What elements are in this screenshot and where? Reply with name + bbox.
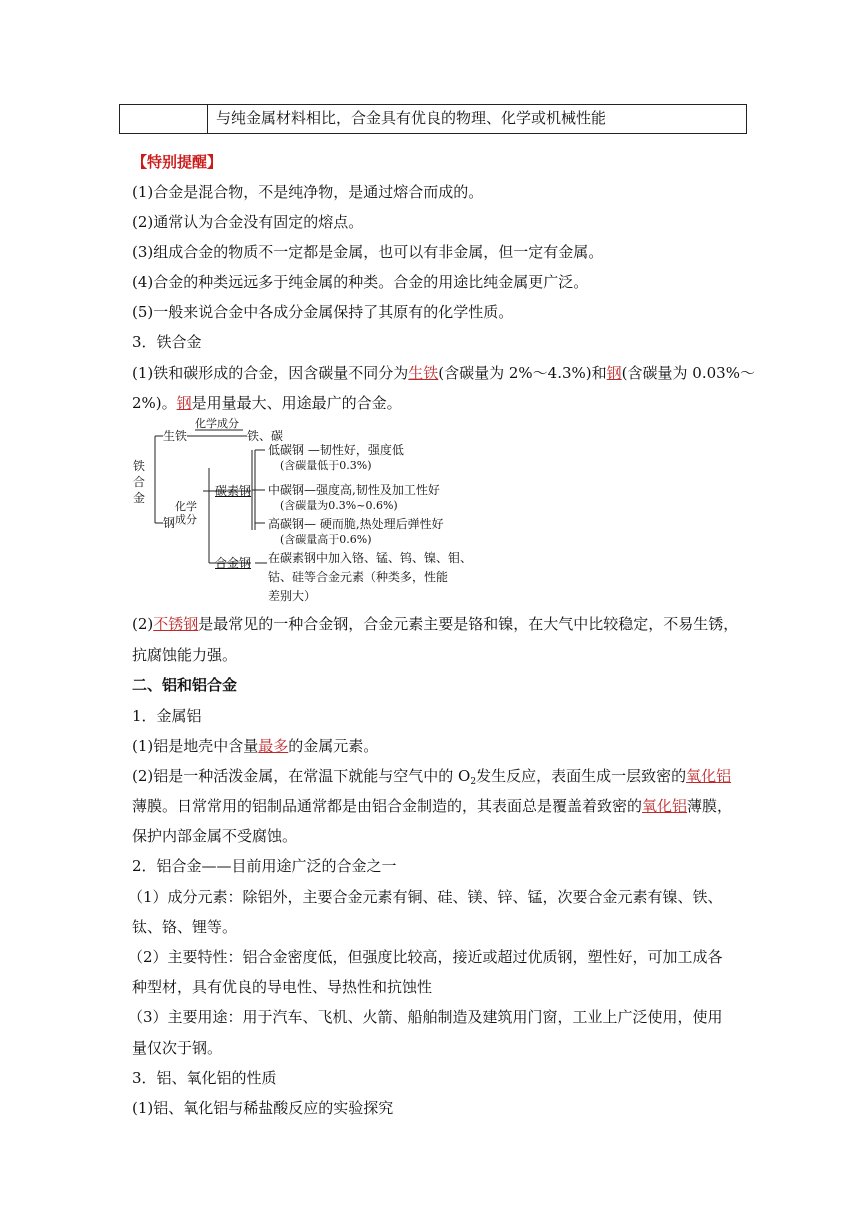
answer-stainless-steel: 不锈钢 — [153, 615, 199, 633]
special-reminder-title: 【特别提醒】 — [132, 153, 223, 171]
aluminum-paragraph-2-line3: 保护内部金属不受腐蚀。 — [132, 827, 298, 845]
answer-most: 最多 — [258, 737, 289, 755]
tree-high-carbon-2: (含碳量高于0.6%) — [280, 533, 372, 546]
tree-carbon-steel: 碳素钢 — [215, 484, 252, 498]
iron-paragraph-2-line2: 抗腐蚀能力强。 — [132, 646, 238, 664]
subsection-aluminum-alloy: 2．铝合金——目前用途广泛的合金之一 — [132, 857, 397, 875]
iron-alloy-classification-diagram — [125, 417, 473, 613]
section-title-aluminum: 二、铝和铝合金 — [132, 676, 238, 694]
iron-paragraph-1-line1: (1)铁和碳形成的合金，因含碳量不同分为生铁(含碳量为 2%～4.3%)和钢(含碳量为 0.03%～ — [132, 364, 755, 382]
tree-mid-carbon-2: (含碳量为0.3%~0.6%) — [280, 499, 398, 512]
answer-alumina-2: 氧化铝 — [642, 797, 688, 815]
tree-root: 铁合金 — [133, 459, 146, 505]
answer-steel-2: 钢 — [176, 394, 192, 412]
tree-high-carbon-1: 高碳钢— 硬而脆,热处理后弹性好 — [268, 517, 444, 531]
answer-alumina-1: 氧化铝 — [686, 767, 732, 785]
alloy-item-1-line1: （1）成分元素：除铝外，主要合金元素有铜、硅、镁、锌、锰，次要合金元素有镍、铁、 — [128, 888, 723, 906]
table-cell-empty — [120, 105, 208, 133]
aluminum-paragraph-2-line1: (2)铝是一种活泼金属，在常温下就能与空气中的 $O_2$发生反应，表面生成一层致密的氧化铝 — [132, 767, 732, 787]
tree-alloy-steel: 合金钢 — [215, 556, 252, 570]
tree-alloy-desc-3: 差别大） — [268, 589, 317, 603]
tree-steel-label-1: 化学 — [175, 500, 197, 513]
alloy-item-3-line2: 量仅次于钢。 — [132, 1039, 223, 1057]
aluminum-experiment-item: (1)铝、氧化铝与稀盐酸反应的实验探究 — [132, 1099, 394, 1117]
tree-alloy-desc-2: 钴、硅等合金元素（种类多，性能 — [268, 570, 449, 584]
reminder-item: (1)合金是混合物，不是纯净物，是通过熔合而成的。 — [132, 183, 484, 201]
tree-low-carbon-2: (含碳量低于0.3%) — [280, 459, 372, 472]
properties-table-row — [119, 104, 747, 134]
alloy-item-1-line2: 钛、铬、锂等。 — [132, 918, 238, 936]
aluminum-paragraph-2-line2: 薄膜。日常常用的铝制品通常都是由铝合金制造的，其表面总是覆盖着致密的氧化铝薄膜， — [132, 797, 733, 815]
section-title-iron-alloy: 3．铁合金 — [132, 333, 202, 351]
answer-steel: 钢 — [606, 364, 622, 382]
iron-paragraph-2-line1: (2)不锈钢是最常见的一种合金钢，合金元素主要是铬和镍，在大气中比较稳定，不易生锈， — [132, 615, 739, 633]
alloy-item-3-line1: （3）主要用途：用于汽车、飞机、火箭、船舶制造及建筑用门窗，工业上广泛使用，使用 — [128, 1008, 723, 1026]
subsection-aluminum-properties: 3．铝、氧化铝的性质 — [132, 1069, 277, 1087]
tree-alloy-desc-1: 在碳素钢中加入铬、锰、钨、镍、钼、 — [268, 551, 473, 565]
alloy-item-2-line2: 种型材，具有优良的导电性、导热性和抗蚀性 — [132, 978, 433, 996]
tree-pig-comp-label: 化学成分 — [195, 417, 239, 430]
tree-low-carbon-1: 低碳钢 —韧性好，强度低 — [268, 443, 404, 457]
tree-steel: 钢 — [163, 516, 176, 530]
reminder-item: (2)通常认为合金没有固定的熔点。 — [132, 213, 364, 231]
subsection-metal-aluminum: 1．金属铝 — [132, 707, 202, 725]
answer-pig-iron: 生铁 — [408, 364, 439, 382]
tree-pig-comp: 铁、碳 — [247, 429, 284, 443]
tree-steel-label-2: 成分 — [175, 513, 197, 526]
iron-paragraph-1-line2: 2%)。钢是用量最大、用途最广的合金。 — [132, 394, 402, 412]
reminder-item: (3)组成合金的物质不一定都是金属，也可以有非金属，但一定有金属。 — [132, 243, 604, 261]
table-cell-text: 与纯金属材料相比，合金具有优良的物理、化学或机械性能 — [216, 109, 607, 127]
reminder-item: (4)合金的种类远远多于纯金属的种类。合金的用途比纯金属更广泛。 — [132, 273, 589, 291]
reminder-item: (5)一般来说合金中各成分金属保持了其原有的化学性质。 — [132, 303, 514, 321]
alloy-item-2-line1: （2）主要特性：铝合金密度低，但强度比较高，接近或超过优质钢，塑性好，可加工成各 — [128, 948, 723, 966]
tree-mid-carbon-1: 中碳钢—强度高,韧性及加工性好 — [268, 483, 440, 497]
tree-pig-iron: 生铁 — [163, 429, 188, 443]
aluminum-paragraph-1: (1)铝是地壳中含量最多的金属元素。 — [132, 737, 379, 755]
